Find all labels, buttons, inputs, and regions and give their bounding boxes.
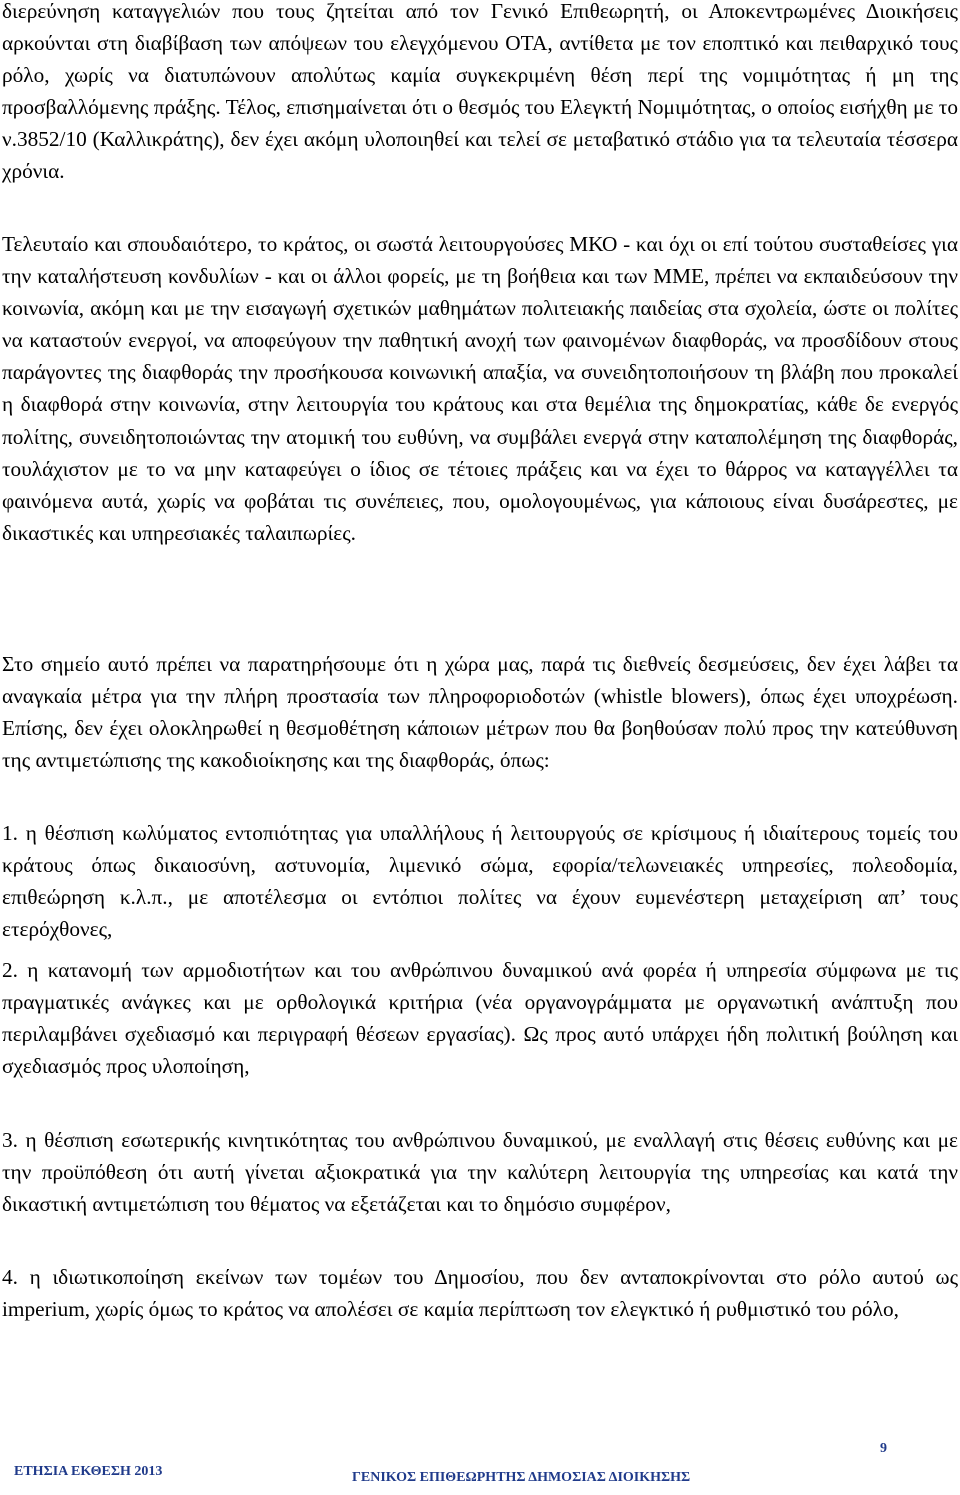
paragraph-1: διερεύνηση καταγγελιών που τους ζητείται από τον Γενικό Επιθεωρητή, οι Αποκεντρωμένες Διοικήσεις αρκούνται στη διαβίβαση των απόψεων του ελεγχόμενου ΟΤΑ, αντίθετα με τον εποπτικό και πειθαρχικό τους ρόλο, χωρίς να διατυπώνουν απολύτως καμία συγκεκριμένη θέση περί της νομιμότητας ή μη της προσβαλλόμενης πράξης. Τέλος, επισημαίνεται ότι ο θεσμός του Ελεγκτή Νομιμότητας, ο οποίος εισήχθη με το ν.3852/10 (Καλλικράτης), δεν έχει ακόμη υλοποιηθεί και τελεί σε μεταβατικό στάδιο για τα τελευταία τέσσερα χρόνια. xyxy=(2,0,958,184)
list-item-2: 2. η κατανομή των αρμοδιοτήτων και του ανθρώπινου δυναμικού ανά φορέα ή υπηρεσία σύμφωνα με τις πραγματικές ανάγκες και με ορθολογικά κριτήρια (νέα οργανογράμματα με οργανωτική ανάπτυξη που περιλαμβάνει σχεδιασμό και περιγραφή θέσεων εργασίας). Ως προς αυτό υπάρχει ήδη πολιτική βούληση και σχεδιασμός προς υλοποίηση, xyxy=(2,958,958,1079)
footer-organization: ΓΕΝΙΚΟΣ ΕΠΙΘΕΩΡΗΤΗΣ ΔΗΜΟΣΙΑΣ ΔΙΟΙΚΗΣΗΣ xyxy=(352,1470,691,1485)
footer-report-title: ΕΤΗΣΙΑ ΕΚΘΕΣΗ 2013 xyxy=(14,1464,163,1479)
list-item-3: 3. η θέσπιση εσωτερικής κινητικότητας του ανθρώπινου δυναμικού, με εναλλαγή στις θέσεις ευθύνης και με την προϋπόθεση ότι αυτή γίνεται αξιοκρατικά για την καλύτερη λειτουργία της υπηρεσίας και κατά την δικαστική αντιμετώπιση του θέματος να εξετάζεται και το δημόσιο συμφέρον, xyxy=(2,1128,958,1217)
list-item-1: 1. η θέσπιση κωλύματος εντοπιότητας για υπαλλήλους ή λειτουργούς σε κρίσιμους ή ιδιαίτερους τομείς του κράτους όπως δικαιοσύνη, αστυνομία, λιμενικό σώμα, εφορία/τελωνειακές υπηρεσίες, πολεοδομία, επιθεώρηση κ.λ.π., με αποτέλεσμα οι εντόπιοι πολίτες να έχουν ευμενέστερη μεταχείριση απ’ τους ετερόχθονες, xyxy=(2,821,958,942)
paragraph-3: Στο σημείο αυτό πρέπει να παρατηρήσουμε ότι η χώρα μας, παρά τις διεθνείς δεσμεύσεις, δεν έχει λάβει τα αναγκαία μέτρα για την πλήρη προστασία των πληροφοριοδοτών (whistle blowers), όπως έχει υποχρέωση. Επίσης, δεν έχει ολοκληρωθεί η θεσμοθέτηση κάποιων μέτρων που θα βοηθούσαν πολύ προς την κατεύθυνση της αντιμετώπισης της κακοδιοίκησης και της διαφθοράς, όπως: xyxy=(2,652,958,773)
paragraph-2: Τελευταίο και σπουδαιότερο, το κράτος, οι σωστά λειτουργούσες ΜΚΟ - και όχι οι επί τούτου συσταθείσες για την καταλήστευση κονδυλίων - και οι άλλοι φορείς, με τη βοήθεια και των ΜΜΕ, πρέπει να εκπαιδεύσουν την κοινωνία, ακόμη και με την εισαγωγή σχετικών μαθημάτων πολιτειακής παιδείας στα σχολεία, ώστε οι πολίτες να καταστούν ενεργοί, να αποφεύγουν την παθητική ανοχή των φαινομένων διαφθοράς, να προσδίδουν στους παράγοντες της διαφθοράς την προσήκουσα κοινωνική απαξία, να συνειδητοποιήσουν τη βλάβη που προκαλεί η διαφθορά στην κοινωνία, στην λειτουργία του κράτους και στα θεμέλια της δημοκρατίας, κάθε δε ενεργός πολίτης, συνειδητοποιώντας την ατομική του ευθύνη, να συμβάλει ενεργά στην καταπολέμηση της διαφθοράς, τουλάχιστον με το να μην καταφεύγει ο ίδιος σε τέτοιες πράξεις και να έχει το θάρρος να καταγγέλλει τα φαινόμενα αυτά, χωρίς να φοβάται τις συνέπειες, που, ομολογουμένως, για κάποιους είναι δυσάρεστες, με δικαστικές και υπηρεσιακές ταλαιπωρίες. xyxy=(2,232,958,545)
page-number: 9 xyxy=(880,1441,887,1456)
list-item-4: 4. η ιδιωτικοποίηση εκείνων των τομέων του Δημοσίου, που δεν ανταποκρίνονται στο ρόλο αυτού ως imperium, χωρίς όμως το κράτος να απολέσει σε καμία περίπτωση τον ελεγκτικό ή ρυθμιστικό του ρόλο, xyxy=(2,1265,958,1322)
